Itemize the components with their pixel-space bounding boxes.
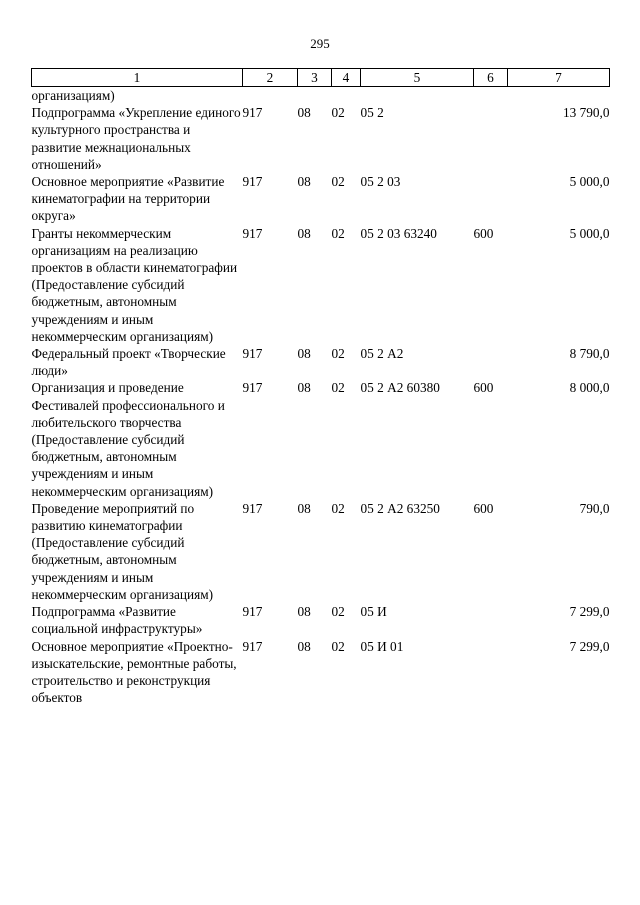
item-name-cell: Подпрограмма «Развитие социальной инфраструктуры» <box>31 604 203 637</box>
code-ministry-cell: 917 <box>242 380 263 396</box>
code-subsection-cell: 02 <box>331 346 345 362</box>
code-section-cell: 08 <box>297 380 311 396</box>
amount-cell: 5 000,0 <box>569 225 610 241</box>
table-row <box>32 173 610 225</box>
column-header: 6 <box>474 69 508 87</box>
table-row <box>32 603 610 637</box>
item-name-cell: Основное мероприятие «Проектно-изыскательские, ремонтные работы, строительство и реконструкция объектов <box>31 638 237 706</box>
code-ministry-cell: 917 <box>242 174 263 190</box>
code-target-cell: 05 И 01 <box>360 638 404 654</box>
table-row <box>32 225 610 345</box>
code-section-cell: 08 <box>297 174 311 190</box>
item-name-cell: Подпрограмма «Укрепление единого культурного пространства и развитие межнациональных отношений» <box>31 105 241 172</box>
code-ministry-cell: 917 <box>242 346 263 362</box>
code-subsection-cell: 02 <box>331 105 345 121</box>
column-header: 3 <box>298 69 332 87</box>
column-header: 4 <box>332 69 361 87</box>
code-subsection-cell: 02 <box>331 500 345 516</box>
budget-table <box>31 68 610 706</box>
code-target-cell: 05 2 А2 63250 <box>360 500 440 516</box>
code-target-cell: 05 2 03 63240 <box>360 225 437 241</box>
code-expense-type-cell <box>474 638 508 707</box>
code-section-cell: 08 <box>297 346 311 362</box>
amount-cell: 7 299,0 <box>569 638 610 654</box>
code-section-cell: 08 <box>297 105 311 121</box>
table-row <box>32 345 610 379</box>
amount-cell: 8 000,0 <box>569 380 610 396</box>
code-ministry-cell: 917 <box>242 500 263 516</box>
table-row <box>32 638 610 707</box>
code-section-cell <box>298 87 332 105</box>
code-expense-type-cell: 600 <box>473 500 494 516</box>
code-subsection-cell: 02 <box>331 174 345 190</box>
code-ministry-cell <box>243 87 298 105</box>
code-expense-type-cell <box>474 87 508 105</box>
amount-cell: 5 000,0 <box>569 174 610 190</box>
amount-cell <box>508 87 610 105</box>
code-section-cell: 08 <box>297 638 311 654</box>
column-header: 1 <box>32 69 243 87</box>
table-row <box>32 104 610 173</box>
table-header-row <box>32 69 610 87</box>
code-expense-type-cell <box>474 104 508 173</box>
code-target-cell: 05 2 <box>360 105 384 121</box>
column-header: 5 <box>361 69 474 87</box>
page-number: 295 <box>310 36 330 51</box>
code-expense-type-cell <box>474 603 508 637</box>
amount-cell: 8 790,0 <box>569 346 610 362</box>
code-expense-type-cell <box>474 345 508 379</box>
item-name-cell: Гранты некоммерческим организациям на реализацию проектов в области кинематографии (Предоставление субсидий бюджетным, автономным учреждениям и иным некоммерческим организациям) <box>31 225 238 344</box>
item-name-cell: Основное мероприятие «Развитие кинематографии на территории округа» <box>31 174 225 224</box>
column-header: 7 <box>508 69 610 87</box>
code-target-cell: 05 И <box>360 604 387 620</box>
code-section-cell: 08 <box>297 500 311 516</box>
code-subsection-cell: 02 <box>331 638 345 654</box>
code-ministry-cell: 917 <box>242 105 263 121</box>
amount-cell: 790,0 <box>579 500 610 516</box>
item-name-cell: Проведение мероприятий по развитию кинематографии (Предоставление субсидий бюджетным, автономным учреждениям и иным некоммерческим организациям) <box>31 500 214 602</box>
code-ministry-cell: 917 <box>242 604 263 620</box>
code-ministry-cell: 917 <box>242 638 263 654</box>
item-name-cell: Федеральный проект «Творческие люди» <box>31 346 226 379</box>
code-subsection-cell: 02 <box>331 380 345 396</box>
amount-cell: 13 790,0 <box>562 105 610 121</box>
code-target-cell <box>361 87 474 105</box>
item-name-cell: Организация и проведение Фестивалей профессионального и любительского творчества (Предоставление субсидий бюджетным, автономным учреждениям и иным некоммерческим организациям) <box>31 380 225 499</box>
amount-cell: 7 299,0 <box>569 604 610 620</box>
table-body <box>32 87 610 707</box>
code-subsection-cell: 02 <box>331 225 345 241</box>
code-ministry-cell: 917 <box>242 225 263 241</box>
table-row <box>32 87 610 105</box>
code-subsection-cell: 02 <box>331 604 345 620</box>
code-subsection-cell <box>332 87 361 105</box>
code-expense-type-cell <box>474 173 508 225</box>
code-target-cell: 05 2 А2 <box>360 346 404 362</box>
code-section-cell: 08 <box>297 604 311 620</box>
code-expense-type-cell: 600 <box>473 225 494 241</box>
item-name-cell: организациям) <box>31 88 115 103</box>
table-row <box>32 379 610 499</box>
table-row <box>32 500 610 603</box>
code-expense-type-cell: 600 <box>473 380 494 396</box>
column-header: 2 <box>243 69 298 87</box>
code-section-cell: 08 <box>297 225 311 241</box>
code-target-cell: 05 2 А2 60380 <box>360 380 440 396</box>
code-target-cell: 05 2 03 <box>360 174 401 190</box>
